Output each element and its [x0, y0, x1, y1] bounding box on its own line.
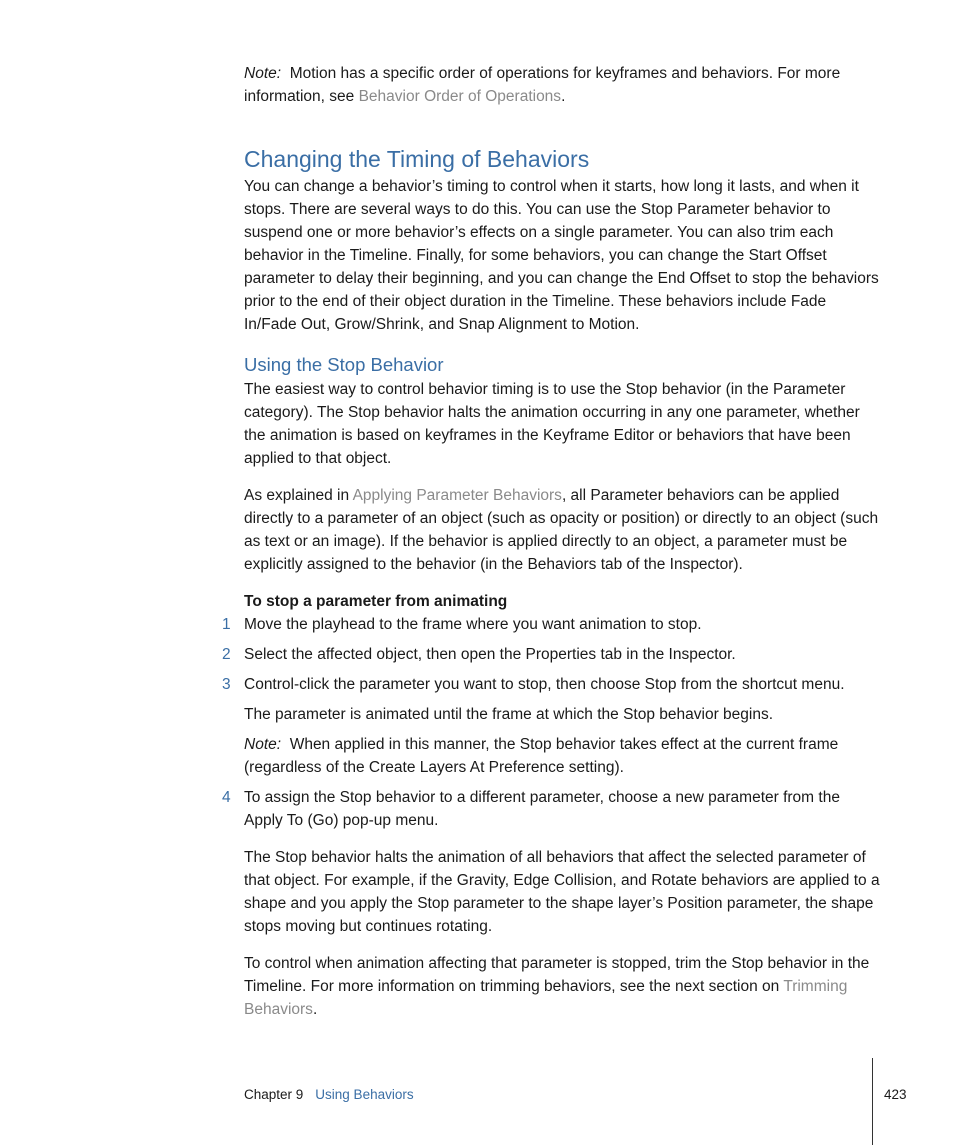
applying-paragraph: As explained in Applying Parameter Behaviors, all Parameter behaviors can be applied directly to a parameter of an object (such as opacity or position) or directly to an object (such as text or an image). If the behavior is applied directly to an object, a parameter must be explicitly assigned to the behavior (in the Behaviors tab of the Inspector). [244, 487, 879, 573]
result-text: The parameter is animated until the frame at which the Stop behavior begins. [244, 706, 774, 723]
section-intro [244, 175, 880, 336]
step-text: To assign the Stop behavior to a different parameter, choose a new parameter from the Apply To (Go) pop-up menu. [244, 789, 840, 829]
footer-divider [872, 1058, 873, 1145]
closing-paragraph: The Stop behavior halts the animation of all behaviors that affect the selected parameter of that object. For example, if the Gravity, Edge Collision, and Rotate behaviors are applied to a shape and you apply the Stop parameter to the shape layer’s Position parameter, the shape stops moving but continues rotating. [244, 849, 880, 935]
step-text: Select the affected object, then open the Properties tab in the Inspector. [244, 646, 736, 663]
step-3-result [244, 703, 880, 726]
step-3-note [244, 733, 880, 779]
step-number: 2 [222, 646, 231, 663]
chapter-label: Chapter 9 [244, 1087, 304, 1102]
procedure-heading: To stop a parameter from animating [244, 593, 508, 610]
footer-chapter [244, 1086, 414, 1104]
step-text: Control-click the parameter you want to stop, then choose Stop from the shortcut menu. [244, 676, 845, 693]
step-number: 4 [222, 789, 231, 806]
chapter-section-link[interactable]: Using Behaviors [315, 1087, 414, 1102]
link-behavior-order[interactable]: Behavior Order of Operations [358, 88, 562, 105]
page-number: 423 [884, 1087, 907, 1102]
step-2 [244, 643, 880, 666]
top-note [244, 62, 880, 108]
note-paragraph: Note: When applied in this manner, the Stop behavior takes effect at the current frame (regardless of the Create Layers At Preference setting). [244, 736, 839, 776]
step-text: Move the playhead to the frame where you want animation to stop. [244, 616, 702, 633]
step-number: 3 [222, 676, 231, 693]
step-number: 1 [222, 616, 231, 633]
closing-paragraph-2: To control when animation affecting that parameter is stopped, trim the Stop behavior in the Timeline. For more information on trimming behaviors, see the next section on Trimming Behaviors. [244, 955, 870, 1018]
closing-para1 [244, 846, 880, 938]
intro-paragraph: You can change a behavior’s timing to control when it starts, how long it lasts, and when it stops. There are several ways to do this. You can use the Stop Parameter behavior to suspend one or more behavior’s effects on a single parameter. You can also trim each behavior in the Timeline. Finally, for some behaviors, you can change the Start Offset parameter to delay their beginning, and you can change the End Offset to stop the behaviors prior to the end of their object duration in the Timeline. These behaviors include Fade In/Fade Out, Grow/Shrink, and Snap Alignment to Motion. [244, 178, 879, 333]
closing-para2 [244, 952, 880, 1021]
link-applying-parameter-behaviors[interactable]: Applying Parameter Behaviors [352, 487, 562, 504]
step-4 [244, 786, 880, 832]
note-text: Motion has a specific order of operations for keyframes and behaviors. For more information, see [244, 65, 841, 105]
step-3 [244, 673, 880, 696]
procedure-title [244, 590, 880, 613]
stop-behavior-paragraph: The easiest way to control behavior timing is to use the Stop behavior (in the Parameter category). The Stop behavior halts the animation occurring in any one parameter, whether the animation is based on keyframes in the Keyframe Editor or behaviors that have been applied to that object. [244, 381, 860, 467]
section-title: Changing the Timing of Behaviors [244, 146, 590, 172]
note-paragraph: Note: Motion has a specific order of operations for keyframes and behaviors. For more information, see Behavior Order of Operations. [244, 65, 841, 105]
link-trimming-behaviors[interactable]: Trimming Behaviors [244, 978, 848, 1018]
note-label: Note: [244, 736, 282, 753]
subsection-para1 [244, 378, 880, 470]
step-1 [244, 613, 880, 636]
subsection-para2 [244, 484, 880, 576]
note-label: Note: [244, 65, 282, 82]
subsection-title: Using the Stop Behavior [244, 354, 444, 375]
